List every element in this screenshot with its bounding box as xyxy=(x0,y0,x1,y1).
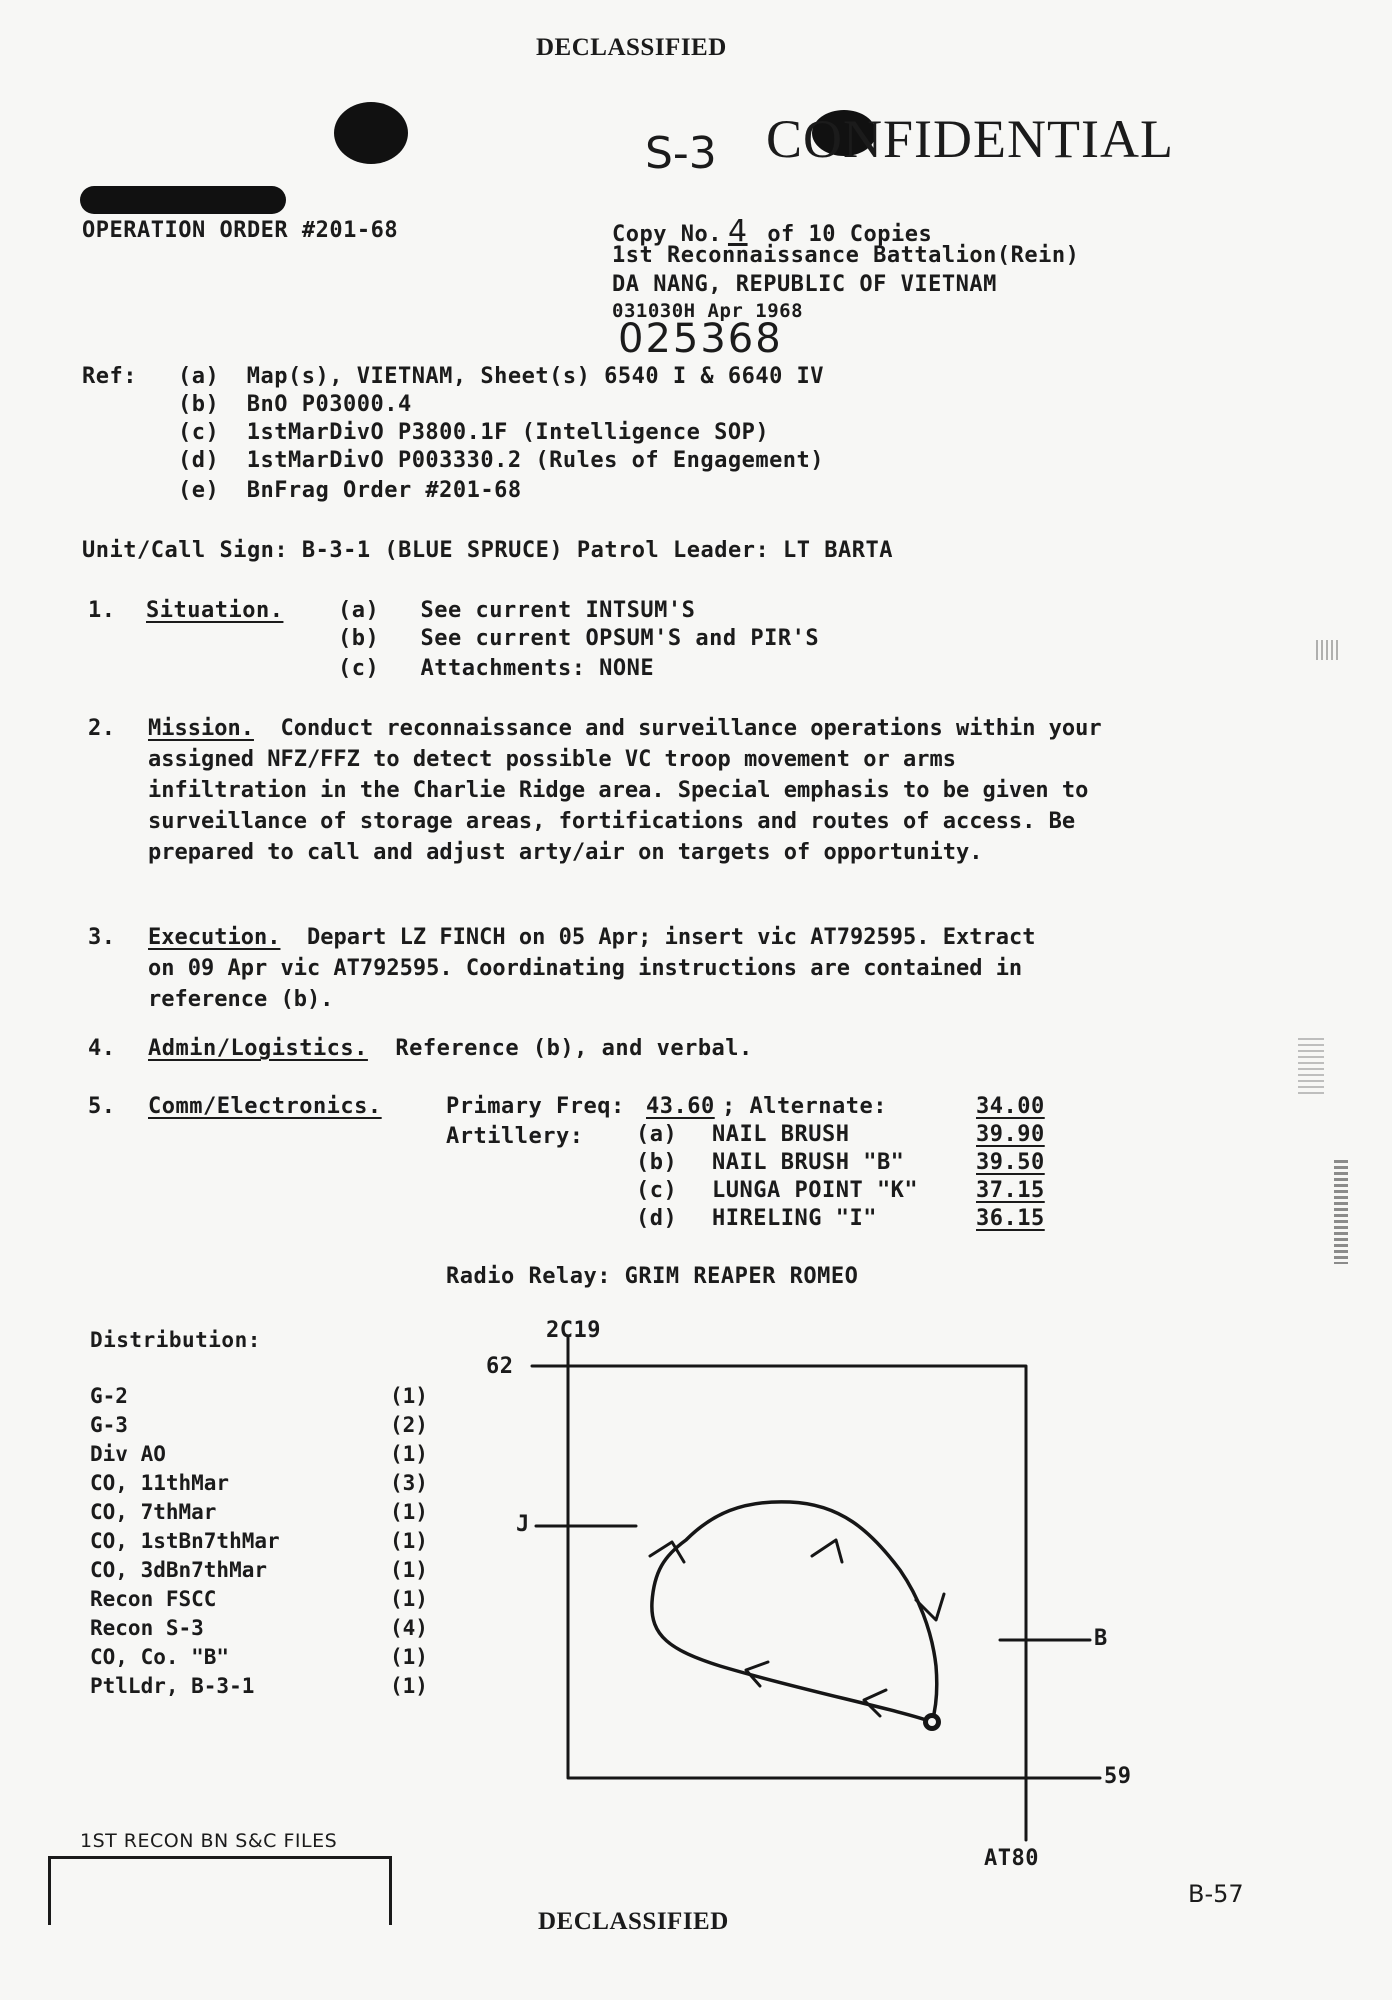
copy-number: 4 xyxy=(727,214,748,249)
distribution-count: (1) xyxy=(390,1645,428,1669)
distribution-recipient: PtlLdr, B-3-1 xyxy=(90,1674,255,1698)
artillery-name: LUNGA POINT "K" xyxy=(712,1178,919,1203)
distribution-recipient: G-2 xyxy=(90,1384,128,1408)
copy-line-b: of 10 Copies xyxy=(767,222,933,247)
ref-item: (d) 1stMarDivO P003330.2 (Rules of Engagement) xyxy=(178,448,825,473)
grid-label-59: 59 xyxy=(1104,1764,1132,1789)
section-number: 4. xyxy=(88,1036,116,1061)
insert-extract-point-center xyxy=(928,1718,936,1726)
artillery-name: NAIL BRUSH xyxy=(712,1122,850,1147)
artillery-freq: 39.50 xyxy=(976,1150,1045,1175)
execution-title: Execution. xyxy=(148,925,281,950)
mission-title: Mission. xyxy=(148,716,254,741)
mission-text: Conduct reconnaissance and surveillance operations within your assigned NFZ/FFZ to detect possible VC troop movement or arms infiltration in the Charlie Ridge area. Special emphasis to be given to surveillance of storage areas, fortifications and routes of access. Be prepared to call and adjust arty/air on targets of opportunity. xyxy=(148,716,1102,865)
distribution-recipient: Recon S-3 xyxy=(90,1616,204,1640)
ref-label: Ref: xyxy=(82,364,137,389)
files-stamp-label: 1ST RECON BN S&C FILES xyxy=(80,1830,338,1852)
declassified-banner-top: DECLASSIFIED xyxy=(536,34,727,61)
distribution-recipient: Div AO xyxy=(90,1442,166,1466)
distribution-count: (4) xyxy=(390,1616,428,1640)
distribution-recipient: CO, 1stBn7thMar xyxy=(90,1529,280,1553)
distribution-recipient: CO, 3dBn7thMar xyxy=(90,1558,268,1582)
section-number: 3. xyxy=(88,925,116,950)
grid-square-box xyxy=(568,1366,1026,1778)
alternate-label: ; Alternate: xyxy=(722,1094,887,1119)
primary-freq-label: Primary Freq: xyxy=(446,1094,625,1119)
situation-item: (a) See current INTSUM'S xyxy=(338,598,696,623)
control-number: 025368 xyxy=(618,316,783,362)
ref-item: (e) BnFrag Order #201-68 xyxy=(178,478,522,503)
page-reference: B-57 xyxy=(1188,1880,1244,1908)
ref-item: (a) Map(s), VIETNAM, Sheet(s) 6540 I & 6640 IV xyxy=(178,364,825,389)
artillery-name: NAIL BRUSH "B" xyxy=(712,1150,905,1175)
s3-stamp: S-3 xyxy=(645,128,717,179)
artillery-label: Artillery: xyxy=(446,1124,584,1149)
admin-text: Reference (b), and verbal. xyxy=(395,1036,753,1061)
section-number: 5. xyxy=(88,1094,116,1119)
grid-label-62: 62 xyxy=(486,1354,514,1379)
distribution-count: (1) xyxy=(390,1442,428,1466)
ref-item: (c) 1stMarDivO P3800.1F (Intelligence SOP) xyxy=(178,420,770,445)
distribution-recipient: CO, 7thMar xyxy=(90,1500,217,1524)
primary-freq: 43.60 xyxy=(646,1094,715,1119)
distribution-count: (2) xyxy=(390,1413,428,1437)
artillery-freq: 36.15 xyxy=(976,1206,1045,1231)
operation-order-title: OPERATION ORDER #201-68 xyxy=(82,218,399,243)
section-number: 1. xyxy=(88,598,116,623)
artillery-key: (c) xyxy=(636,1178,678,1203)
distribution-count: (3) xyxy=(390,1471,428,1495)
distribution-count: (1) xyxy=(390,1558,428,1582)
unit-name: 1st Reconnaissance Battalion(Rein) xyxy=(612,243,1080,268)
alternate-freq: 34.00 xyxy=(976,1094,1045,1119)
scan-edge-noise xyxy=(1298,1038,1324,1098)
copy-line-a: Copy No. xyxy=(612,222,722,247)
artillery-key: (a) xyxy=(636,1122,678,1147)
marker-label-j: J xyxy=(516,1512,530,1537)
grid-label-top: 2C19 xyxy=(546,1318,601,1343)
artillery-freq: 37.15 xyxy=(976,1178,1045,1203)
execution-text: Depart LZ FINCH on 05 Apr; insert vic AT792595. Extract on 09 Apr vic AT792595. Coordinating instructions are contained in reference (b). xyxy=(148,925,1036,1012)
situation-item: (c) Attachments: NONE xyxy=(338,656,655,681)
distribution-recipient: CO, 11thMar xyxy=(90,1471,230,1495)
distribution-count: (1) xyxy=(390,1500,428,1524)
artillery-key: (d) xyxy=(636,1206,678,1231)
scan-edge-noise xyxy=(1316,640,1338,660)
distribution-count: (1) xyxy=(390,1529,428,1553)
declassified-banner-bottom: DECLASSIFIED xyxy=(538,1908,729,1935)
route-arrow xyxy=(812,1540,842,1562)
scan-edge-noise xyxy=(1334,1160,1348,1264)
route-arrow xyxy=(746,1662,768,1686)
distribution-recipient: CO, Co. "B" xyxy=(90,1645,230,1669)
situation-title: Situation. xyxy=(146,598,284,623)
distribution-count: (1) xyxy=(390,1587,428,1611)
admin-title: Admin/Logistics. xyxy=(148,1036,368,1061)
distribution-recipient: Recon FSCC xyxy=(90,1587,217,1611)
unit-call-sign: Unit/Call Sign: B-3-1 (BLUE SPRUCE) Patrol Leader: LT BARTA xyxy=(82,538,893,563)
distribution-recipient: G-3 xyxy=(90,1413,128,1437)
comm-title: Comm/Electronics. xyxy=(148,1094,382,1119)
distribution-title: Distribution: xyxy=(90,1328,261,1352)
distribution-count: (1) xyxy=(390,1674,428,1698)
situation-item: (b) See current OPSUM'S and PIR'S xyxy=(338,626,820,651)
radio-relay: Radio Relay: GRIM REAPER ROMEO xyxy=(446,1264,859,1289)
ref-item: (b) BnO P03000.4 xyxy=(178,392,412,417)
section-number: 2. xyxy=(88,716,116,741)
artillery-key: (b) xyxy=(636,1150,678,1175)
artillery-freq: 39.90 xyxy=(976,1122,1045,1147)
route-arrow xyxy=(864,1690,886,1716)
artillery-name: HIRELING "I" xyxy=(712,1206,877,1231)
distribution-count: (1) xyxy=(390,1384,428,1408)
patrol-route-path xyxy=(652,1502,937,1722)
marker-label-b: B xyxy=(1094,1626,1108,1651)
location: DA NANG, REPUBLIC OF VIETNAM xyxy=(612,272,997,297)
date-time-group: 031030H Apr 1968 xyxy=(612,300,804,322)
confidential-stamp: CONFIDENTIAL xyxy=(766,109,1174,169)
grid-label-at80: AT80 xyxy=(984,1846,1039,1871)
files-stamp-box xyxy=(48,1856,392,1925)
